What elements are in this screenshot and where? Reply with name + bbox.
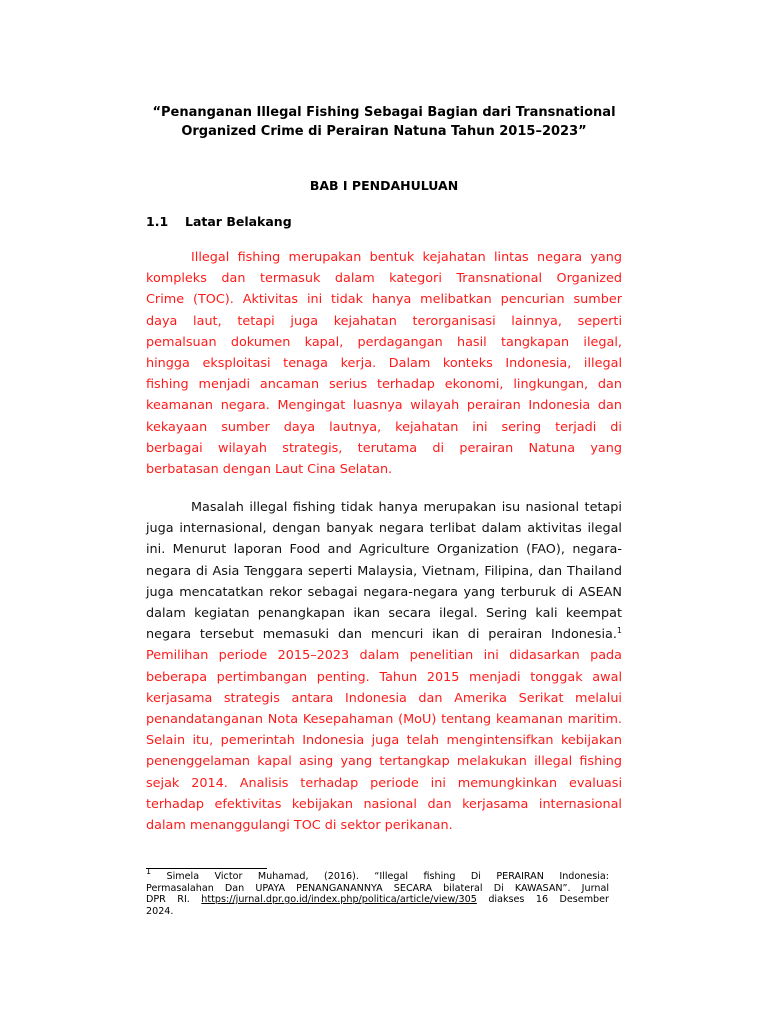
chapter-heading: BAB I PENDAHULUAN (309, 178, 459, 193)
footnote-line (146, 867, 609, 883)
paragraph-line: kompleks dan termasuk dalam kategori Transnational Organized (146, 271, 622, 287)
paragraph-line: ini. Menurut laporan Food and Agriculture Organization (FAO), negara- (146, 542, 622, 558)
paragraph-line: penenggelaman kapal asing yang tertangkap melakukan illegal fishing (146, 754, 622, 770)
paragraph-line: daya laut, tetapi juga kejahatan terorganisasi lainnya, seperti (146, 313, 622, 329)
paragraph-line-text: negara tersebut memasuki dan mencuri ikan di perairan Indonesia. (146, 627, 617, 643)
paragraph-line: kerjasama strategis antara Indonesia dan Amerika Serikat melalui (146, 690, 622, 706)
footnote-separator (146, 868, 267, 869)
paragraph-line: berbagai wilayah strategis, terutama di perairan Natuna yang (146, 440, 622, 456)
paragraph-line: Selain itu, pemerintah Indonesia juga telah mengintensifkan kebijakan (146, 733, 622, 749)
document-title (146, 103, 622, 141)
paragraph-line: Crime (TOC). Aktivitas ini tidak hanya melibatkan pencurian sumber (146, 292, 622, 308)
footnote-line: Permasalahan Dan UPAYA PENANGANANNYA SECARA bilateral Di KAWASAN”. Jurnal (146, 882, 609, 894)
paragraph-line: penandatanganan Nota Kesepahaman (MoU) tentang keamanan maritim. (146, 712, 622, 728)
title-line-1: “Penanganan Illegal Fishing Sebagai Bagian dari Transnational (152, 105, 616, 120)
paragraph-line: keamanan negara. Mengingat luasnya wilayah perairan Indonesia dan (146, 398, 622, 414)
footnote-number: 1 (146, 867, 152, 876)
title-line-2: Organized Crime di Perairan Natuna Tahun 2015–2023” (181, 124, 587, 139)
paragraph-line: beberapa pertimbangan penting. Tahun 2015 menjadi tonggak awal (146, 669, 622, 685)
paragraph-line: dalam menanggulangi TOC di sektor perikanan. (146, 818, 453, 834)
paragraph-line-with-footnote (146, 624, 622, 645)
footnote-link[interactable]: https://jurnal.dpr.go.id/index.php/politica/article/view/305 (201, 894, 477, 906)
paragraph-line: berbatasan dengan Laut Cina Selatan. (146, 462, 393, 478)
footnote-text: Simela Victor Muhamad, (2016). “Illegal fishing Di PERAIRAN Indonesia: (166, 871, 609, 882)
paragraph-line: Masalah illegal fishing tidak hanya merupakan isu nasional tetapi (191, 500, 622, 515)
footnote-reference[interactable]: 1 (616, 626, 622, 636)
section-title: Latar Belakang (185, 214, 292, 229)
paragraph-2 (146, 497, 622, 836)
section-heading (146, 212, 292, 231)
paragraph-line: fishing menjadi ancaman serius terhadap ekonomi, lingkungan, dan (146, 377, 622, 393)
paragraph-line: Illegal fishing merupakan bentuk kejahatan lintas negara yang (191, 250, 622, 265)
section-number: 1.1 (146, 214, 169, 229)
footnote-line (146, 894, 609, 906)
paragraph-line: negara di Asia Tenggara seperti Malaysia, Vietnam, Filipina, dan Thailand (146, 563, 622, 579)
paragraph-line: dalam kegiatan penangkapan ikan secara ilegal. Sering kali keempat (146, 606, 622, 622)
footnote-text: DPR RI. (146, 894, 190, 906)
paragraph-line: kekayaan sumber daya lautnya, kejahatan ini sering terjadi di (146, 419, 622, 435)
footnote-text: diakses 16 Desember (488, 894, 609, 906)
paragraph-line: pemalsuan dokumen kapal, perdagangan hasil tangkapan ilegal, (146, 334, 622, 350)
paragraph-line: juga internasional, dengan banyak negara terlibat dalam aktivitas ilegal (146, 521, 622, 537)
paragraph-1 (146, 247, 622, 480)
paragraph-line: terhadap efektivitas kebijakan nasional dan kerjasama internasional (146, 796, 622, 812)
paragraph-line: juga mencatatkan rekor sebagai negara-negara yang terburuk di ASEAN (146, 584, 622, 600)
paragraph-line: sejak 2014. Analisis terhadap periode ini memungkinkan evaluasi (146, 775, 622, 791)
paragraph-line: Pemilihan periode 2015–2023 dalam penelitian ini didasarkan pada (146, 648, 622, 664)
footnote-line: 2024. (146, 905, 174, 917)
footnote (146, 867, 609, 917)
paragraph-line: hingga eksploitasi tenaga kerja. Dalam konteks Indonesia, illegal (146, 356, 622, 372)
